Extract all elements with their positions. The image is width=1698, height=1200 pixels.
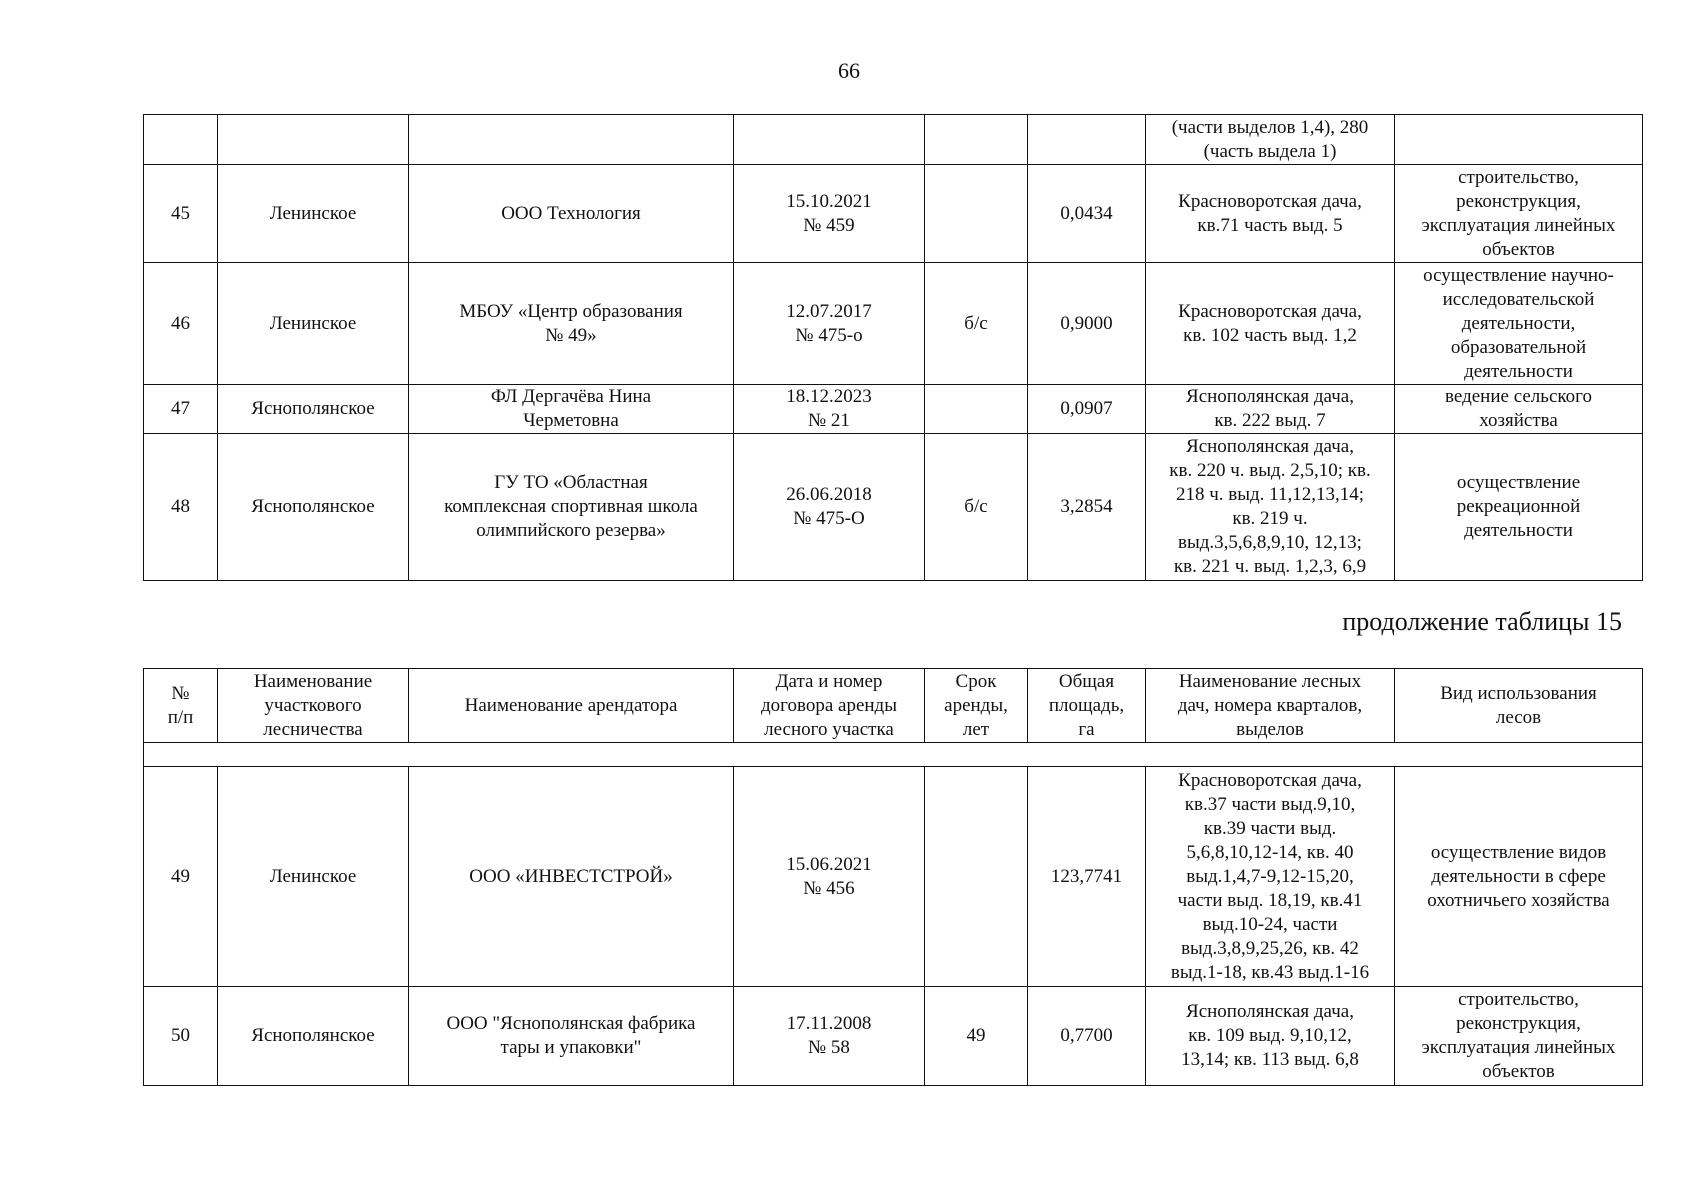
cell-line: кв. 102 часть выд. 1,2 <box>1183 324 1357 346</box>
cell-use <box>1395 115 1643 165</box>
table-row <box>144 165 1643 263</box>
cell-area: 0,9000 <box>1028 263 1146 385</box>
cell-num: 47 <box>144 385 218 434</box>
cell-line: выд.3,8,9,25,26, кв. 42 <box>1181 937 1359 959</box>
cell-line: лесного участка <box>764 718 894 740</box>
table-row <box>144 767 1643 987</box>
table-row <box>144 987 1643 1086</box>
cell-num: 48 <box>144 434 218 581</box>
cell-line: 218 ч. выд. 11,12,13,14; <box>1175 484 1365 505</box>
cell-tenant <box>409 165 734 263</box>
page-number: 66 <box>838 58 860 83</box>
cell-line: лет <box>962 718 990 740</box>
table-row <box>144 434 1643 581</box>
cell-line: № 58 <box>808 1037 850 1058</box>
cell-use <box>1395 434 1643 581</box>
cell-line: ООО Технология <box>501 202 641 224</box>
cell-line: ФЛ Дергачёва Нина <box>490 386 652 407</box>
cell-location <box>1146 263 1395 385</box>
cell-line: Срок <box>955 670 997 692</box>
cell-line: деятельности <box>1464 520 1573 541</box>
header-location <box>1146 669 1395 743</box>
cell-contract <box>734 115 925 165</box>
cell-line: выделов <box>1236 718 1304 740</box>
header-area <box>1028 669 1146 743</box>
cell-contract <box>734 165 925 263</box>
cell-line: 17.11.2008 <box>786 1013 872 1034</box>
lease-table-continued-top <box>143 114 1643 581</box>
cell-line: площадь, <box>1048 694 1125 716</box>
cell-use <box>1395 767 1643 987</box>
cell-line: № 459 <box>803 214 855 236</box>
table-row <box>144 115 1643 165</box>
cell-line: п/п <box>167 706 194 728</box>
cell-line: лесничества <box>263 718 363 740</box>
cell-term: 49 <box>925 987 1028 1086</box>
cell-location <box>1146 987 1395 1086</box>
cell-forestry: Яснополянское <box>218 434 409 581</box>
cell-tenant <box>409 767 734 987</box>
cell-line: № 456 <box>803 877 855 899</box>
cell-line: ГУ ТО «Областная <box>494 472 648 493</box>
cell-contract <box>734 767 925 987</box>
cell-line: № 21 <box>808 410 850 431</box>
cell-line: ведение сельского <box>1445 386 1592 407</box>
cell-line: Общая <box>1058 670 1115 692</box>
cell-num: 46 <box>144 263 218 385</box>
cell-forestry: Яснополянское <box>218 385 409 434</box>
cell-line: осуществление видов <box>1430 841 1607 863</box>
header-tenant <box>409 669 734 743</box>
cell-line: Яснополянская дача, <box>1186 1001 1354 1022</box>
cell-location <box>1146 385 1395 434</box>
cell-location <box>1146 767 1395 987</box>
cell-line: Наименование арендатора <box>464 694 678 716</box>
spacer-row <box>144 743 1643 767</box>
cell-line: выд.3,5,6,8,9,10, 12,13; <box>1178 532 1362 553</box>
cell-contract <box>734 434 925 581</box>
cell-line: Яснополянская дача, <box>1186 386 1354 407</box>
cell-line: кв.71 часть выд. 5 <box>1197 214 1343 236</box>
cell-tenant <box>409 263 734 385</box>
cell-line: комплексная спортивная школа <box>444 496 698 517</box>
cell-line: строительство, <box>1458 989 1579 1010</box>
cell-line: строительство, <box>1458 166 1579 188</box>
cell-area: 3,2854 <box>1028 434 1146 581</box>
cell-line: лесов <box>1495 706 1542 728</box>
cell-line: образовательной <box>1450 336 1587 358</box>
cell-line: Красноворотская дача, <box>1178 300 1362 322</box>
cell-line: исследовательской <box>1442 288 1595 310</box>
header-contract <box>734 669 925 743</box>
cell-line: 26.06.2018 <box>786 484 872 505</box>
cell-line: реконструкция, <box>1456 1013 1581 1034</box>
cell-tenant <box>409 987 734 1086</box>
header-term <box>925 669 1028 743</box>
cell-line: 12.07.2017 <box>786 300 872 322</box>
cell-use <box>1395 385 1643 434</box>
cell-line: 13,14; кв. 113 выд. 6,8 <box>1181 1049 1359 1070</box>
cell-forestry: Ленинское <box>218 767 409 987</box>
cell-line: кв.39 части выд. <box>1203 817 1337 839</box>
cell-tenant <box>409 385 734 434</box>
cell-contract <box>734 263 925 385</box>
cell-line: аренды, <box>944 694 1008 716</box>
cell-line: деятельности, <box>1461 312 1576 334</box>
cell-line: кв.37 части выд.9,10, <box>1184 793 1356 815</box>
cell-line: 15.06.2021 <box>786 853 872 875</box>
cell-tenant <box>409 115 734 165</box>
cell-line: кв. 109 выд. 9,10,12, <box>1188 1025 1352 1046</box>
cell-term <box>925 767 1028 987</box>
header-forestry <box>218 669 409 743</box>
cell-use <box>1395 263 1643 385</box>
cell-line: деятельности <box>1464 360 1573 382</box>
cell-line: кв. 221 ч. выд. 1,2,3, 6,9 <box>1173 556 1367 577</box>
cell-line: выд.10-24, части <box>1202 913 1338 935</box>
cell-line: МБОУ «Центр образования <box>459 300 683 322</box>
cell-area: 0,7700 <box>1028 987 1146 1086</box>
cell-line: № 475-о <box>795 324 863 346</box>
cell-line: хозяйства <box>1479 410 1558 431</box>
cell-line: га <box>1078 718 1095 740</box>
cell-line: 5,6,8,10,12-14, кв. 40 <box>1186 841 1354 863</box>
cell-use <box>1395 987 1643 1086</box>
cell-num <box>144 115 218 165</box>
cell-line: ООО "Яснополянская фабрика <box>446 1013 696 1034</box>
cell-line: Яснополянская дача, <box>1186 436 1354 457</box>
cell-line: № <box>171 682 190 704</box>
cell-line: Красноворотская дача, <box>1178 190 1362 212</box>
cell-location <box>1146 115 1395 165</box>
cell-num: 45 <box>144 165 218 263</box>
cell-line: (часть выдела 1) <box>1203 140 1337 162</box>
cell-line: участкового <box>264 694 362 716</box>
cell-line: ООО «ИНВЕСТСТРОЙ» <box>469 865 673 887</box>
cell-forestry <box>218 115 409 165</box>
cell-area <box>1028 115 1146 165</box>
cell-forestry: Яснополянское <box>218 987 409 1086</box>
table-header-row <box>144 669 1643 743</box>
cell-line: 18.12.2023 <box>786 386 872 407</box>
table-row <box>144 263 1643 385</box>
cell-line: (части выделов 1,4), 280 <box>1171 116 1369 138</box>
table-caption: продолжение таблицы 15 <box>1342 607 1622 636</box>
cell-area: 123,7741 <box>1028 767 1146 987</box>
cell-line: части выд. 18,19, кв.41 <box>1177 889 1363 911</box>
cell-area: 0,0434 <box>1028 165 1146 263</box>
table-row <box>144 385 1643 434</box>
cell-line: Черметовна <box>523 410 619 431</box>
cell-line: тары и упаковки" <box>500 1037 642 1058</box>
cell-line: объектов <box>1482 238 1555 260</box>
cell-forestry: Ленинское <box>218 165 409 263</box>
cell-line: эксплуатация линейных <box>1421 214 1616 236</box>
cell-line: объектов <box>1482 1061 1555 1082</box>
cell-line: выд.1-18, кв.43 выд.1-16 <box>1170 961 1370 983</box>
cell-line: кв. 222 выд. 7 <box>1214 410 1326 431</box>
cell-line: деятельности в сфере <box>1431 865 1606 887</box>
spacer-cell <box>144 743 1643 767</box>
cell-line: реконструкция, <box>1456 190 1581 212</box>
cell-line: № 475-О <box>793 508 865 529</box>
cell-tenant <box>409 434 734 581</box>
cell-term <box>925 165 1028 263</box>
cell-line: рекреационной <box>1456 496 1581 517</box>
cell-forestry: Ленинское <box>218 263 409 385</box>
cell-line: Красноворотская дача, <box>1178 769 1362 791</box>
cell-line: кв. 219 ч. <box>1232 508 1308 529</box>
cell-location <box>1146 165 1395 263</box>
cell-location <box>1146 434 1395 581</box>
cell-area: 0,0907 <box>1028 385 1146 434</box>
cell-contract <box>734 385 925 434</box>
cell-line: 15.10.2021 <box>786 190 872 212</box>
cell-line: осуществление <box>1456 472 1581 493</box>
cell-num: 49 <box>144 767 218 987</box>
cell-line: осуществление научно- <box>1423 264 1614 286</box>
header-num <box>144 669 218 743</box>
cell-line: Вид использования <box>1440 682 1597 704</box>
cell-term: б/с <box>925 263 1028 385</box>
cell-line: договора аренды <box>761 694 897 716</box>
cell-term <box>925 385 1028 434</box>
cell-contract <box>734 987 925 1086</box>
cell-line: олимпийского резерва» <box>476 520 666 541</box>
cell-line: Дата и номер <box>775 670 883 692</box>
cell-line: эксплуатация линейных <box>1421 1037 1616 1058</box>
cell-term <box>925 115 1028 165</box>
cell-line: охотничьего хозяйства <box>1427 889 1610 911</box>
lease-table-15 <box>143 668 1643 1086</box>
cell-num: 50 <box>144 987 218 1086</box>
cell-line: № 49» <box>545 324 597 346</box>
header-use <box>1395 669 1643 743</box>
cell-line: кв. 220 ч. выд. 2,5,10; кв. <box>1169 460 1371 481</box>
cell-line: Наименование лесных <box>1178 670 1362 692</box>
cell-line: Наименование <box>253 670 373 692</box>
cell-line: выд.1,4,7-9,12-15,20, <box>1186 865 1354 887</box>
cell-line: дач, номера кварталов, <box>1177 694 1363 716</box>
cell-term: б/с <box>925 434 1028 581</box>
cell-use <box>1395 165 1643 263</box>
